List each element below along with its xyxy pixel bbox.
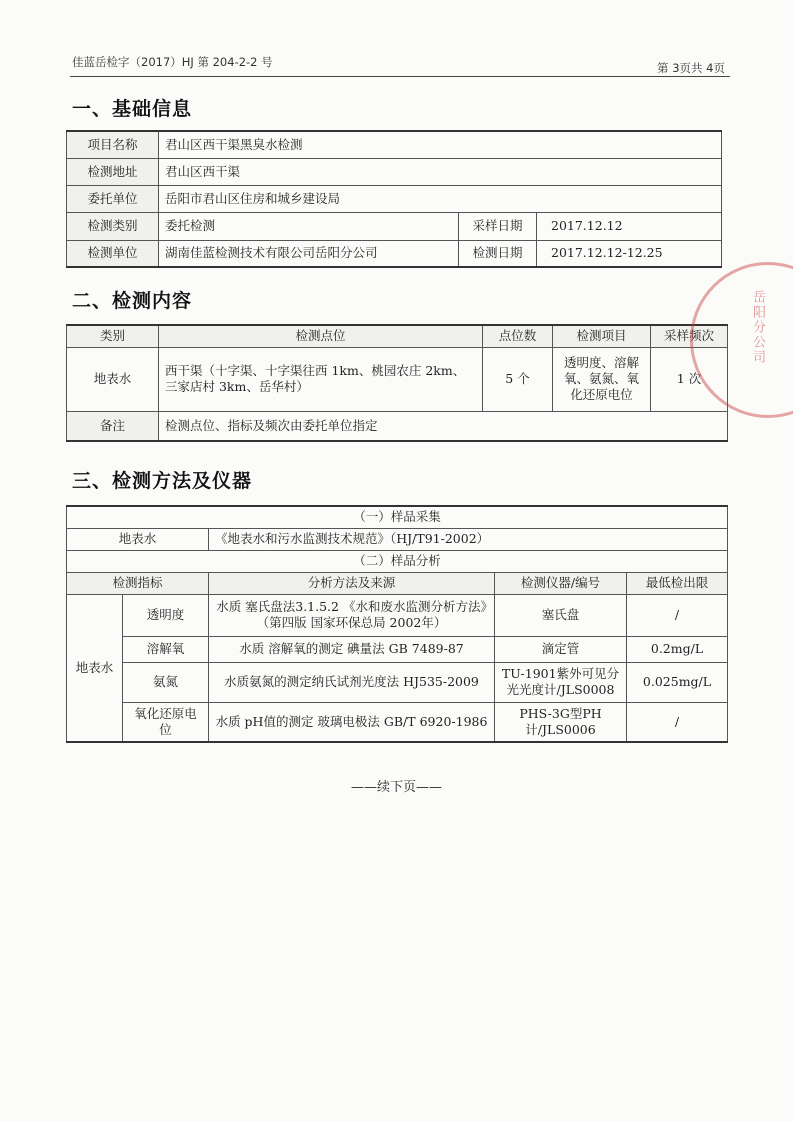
analysis-method: 水质 pH值的测定 玻璃电极法 GB/T 6920-1986: [209, 702, 495, 742]
analysis-limit: 0.025mg/L: [627, 662, 728, 702]
client-value: 岳阳市君山区住房和城乡建设局: [159, 185, 722, 212]
document-number: 佳蓝岳检字（2017）HJ 第 204-2-2 号: [72, 55, 273, 69]
type-label: 检测类别: [67, 212, 159, 240]
test-date-label: 检测日期: [459, 240, 537, 267]
project-name-label: 项目名称: [67, 131, 159, 158]
sampling-date-value: 2017.12.12: [537, 212, 722, 240]
company-seal-text: 岳阳分公司: [750, 290, 765, 365]
content-items: 透明度、溶解氧、氨氮、氧化还原电位: [553, 347, 651, 411]
project-name-value: 君山区西干渠黑臭水检测: [159, 131, 722, 158]
analysis-limit: /: [627, 594, 728, 636]
lab-value: 湖南佳蓝检测技术有限公司岳阳分公司: [159, 240, 459, 267]
section-title-method: 三、检测方法及仪器: [72, 470, 253, 492]
content-category: 地表水: [67, 347, 159, 411]
lab-label: 检测单位: [67, 240, 159, 267]
client-label: 委托单位: [67, 185, 159, 212]
note-value: 检测点位、指标及频次由委托单位指定: [159, 411, 728, 441]
analysis-method: 水质 溶解氧的测定 碘量法 GB 7489-87: [209, 636, 495, 662]
content-header-points: 检测点位: [159, 325, 483, 347]
analysis-limit: 0.2mg/L: [627, 636, 728, 662]
content-table: [66, 324, 728, 442]
sampling-date-label: 采样日期: [459, 212, 537, 240]
sampling-subtitle: （一）样品采集: [67, 506, 728, 528]
location-label: 检测地址: [67, 158, 159, 185]
type-value: 委托检测: [159, 212, 459, 240]
analysis-instrument: PHS-3G型PH计/JLS0006: [495, 702, 627, 742]
analysis-header-method: 分析方法及来源: [209, 572, 495, 594]
section-title-basic-info: 一、基础信息: [72, 98, 193, 120]
content-header-items: 检测项目: [553, 325, 651, 347]
page-indicator: 第 3页共 4页: [657, 61, 725, 75]
content-header-category: 类别: [67, 325, 159, 347]
method-table: [66, 505, 728, 743]
analysis-instrument: 塞氏盘: [495, 594, 627, 636]
test-date-value: 2017.12.12-12.25: [537, 240, 722, 267]
analysis-method: 水质 塞氏盘法3.1.5.2 《水和废水监测分析方法》（第四版 国家环保总局 2002年）: [209, 594, 495, 636]
content-frequency: 1 次: [651, 347, 728, 411]
analysis-indicator: 氧化还原电位: [123, 702, 209, 742]
sampling-category: 地表水: [67, 528, 209, 550]
analysis-header-instrument: 检测仪器/编号: [495, 572, 627, 594]
content-header-count: 点位数: [483, 325, 553, 347]
analysis-indicator: 透明度: [123, 594, 209, 636]
analysis-instrument: 滴定管: [495, 636, 627, 662]
analysis-instrument: TU-1901紫外可见分光光度计/JLS0008: [495, 662, 627, 702]
analysis-indicator: 氨氮: [123, 662, 209, 702]
content-points: 西干渠（十字渠、十字渠往西 1km、桃园农庄 2km、三家店村 3km、岳华村）: [159, 347, 483, 411]
analysis-method: 水质氨氮的测定纳氏试剂光度法 HJ535-2009: [209, 662, 495, 702]
basic-info-table: [66, 130, 722, 268]
content-count: 5 个: [483, 347, 553, 411]
analysis-limit: /: [627, 702, 728, 742]
analysis-indicator: 溶解氧: [123, 636, 209, 662]
section-title-content: 二、检测内容: [72, 290, 193, 312]
continued-footer: ——续下页——: [350, 780, 442, 795]
note-label: 备注: [67, 411, 159, 441]
header-divider: [70, 76, 730, 77]
analysis-category: 地表水: [67, 594, 123, 742]
content-header-frequency: 采样频次: [651, 325, 728, 347]
analysis-subtitle: （二）样品分析: [67, 550, 728, 572]
analysis-header-limit: 最低检出限: [627, 572, 728, 594]
sampling-standard: 《地表水和污水监测技术规范》（HJ/T91-2002）: [209, 528, 728, 550]
location-value: 君山区西干渠: [159, 158, 722, 185]
analysis-header-indicator: 检测指标: [67, 572, 209, 594]
